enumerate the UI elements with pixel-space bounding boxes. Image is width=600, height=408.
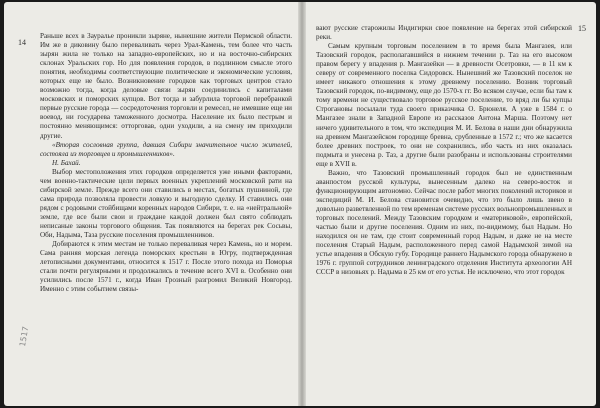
paragraph: Выбор местоположения этих городков определяется уже иными факторами, чем военно-тактические цели первых военных укреплений московской рати на сибирской земле. Прежде всего они ставились в местах, богатых пушниной, где сама природа позволяла провести ловкую и выгодную сделку. И ставились они рядом с родовыми стойбищами коренных народов Сибири, т. е. на «нейтральной» земле, где все были свои и граждане каждой должен был свято соблюдать неписаные законы торгового общения. Так появляются на берегах рек Сосьвы, Оби, Надыма, Таза русские поселения промышленников. — [40, 167, 292, 240]
paragraph: вают русские старожилы Индигирки свое появление на берегах этой сибирской реки. — [316, 24, 572, 42]
book-spread — [4, 2, 596, 406]
paragraph: Важно, что Тазовский промышленный городок был не единственным аванпостом русской культуры, вынесенным далеко на северо-восток и функционирующим автономно. Сейчас после работ многих поколений историков и экспедиций М. И. Белова становится очевидно, что это было лишь звено в довольно разветвленной по тем временам системе русских вольнопромышленных и торговых поселений. Между Тазовским городком и «материковой», европейской, частью были и другие поселения. Одним из них, по-видимому, был Надым. Но находился он не там, где стоит современный город Надым, и даже не на месте поселения Старый Надым, расположенного перед самой Надымской зимой на устье впадения в Обскую губу. Городище раннего Надымского города обнаружено в 1976 г. группой сотрудников ленинградского отделения Института археологии АН СССР в низовьях р. Надыма в 25 км от его устья. Не исключено, что этот городок — [316, 168, 572, 277]
paragraph: Самым крупным торговым поселением в то время была Мангазея, или Тазовский городок, располагавшийся в нижнем течении р. Таз на его высоком правом берегу у впадения р. Мангазейки — в древности Осетровки, — в 11 км к северу от современного поселка Сидоровск. Нынешний же Тазовский поселок не имеет никакого отношения к этому древнему поселению. Возник торговый Тазовский городок, по-видимому, еще до 1570-х гг. Во всяком случае, если бы там к тому времени не существовало торговое русское поселение, то вряд ли бы купцы Строгановы посылали туда своего приказчика О. Брюнеля. А уже в 1584 г. о Мангазее знали в Западной Европе из рассказов Антона Марша. Поэтому нет ничего удивительного в том, что экспедиция М. И. Белова в наши дни обнаружила на древнем Мангазейском городище бревна, срубленные в 1572 г.; что же касается более древних построек, то они не сохранились, ибо часть из них оказалась подмыта и унесена р. Таз, а другие были разобраны и использованы строителями еще в XVII в. — [316, 42, 572, 168]
epigraph-quote: «Вторая сословная группа, давшая Сибири значительное число жителей, состояла из торговцев и промышленников». — [40, 140, 292, 158]
pencil-margin-note: 1517 — [17, 325, 31, 348]
left-page-text — [40, 32, 292, 294]
paragraph: Добираются к этим местам не только переваливая через Камень, но и морем. Сама ранняя морская легенда поморских крестьян в Югру, подтвержденная летописными документами, относится к 1517 г. После этого похода из Поморья стали почти регулярными и продолжались в течение всего XVI в. Особенно они усилились после 1571 г., когда Иван Грозный разгромил Великий Новгород. Именно с этим событием связы- — [40, 240, 292, 294]
left-page — [4, 2, 300, 406]
quote-author: Н. Бахай. — [52, 158, 81, 167]
right-page-number: 15 — [578, 24, 586, 33]
right-page-text — [316, 24, 572, 277]
right-page — [304, 2, 596, 406]
paragraph: Раньше всех в Зауралье проникли зыряне, нынешние жители Пермской области. Им же в диковину было переваливать через Урал-Камень, тем более что часть зырян жила не только на западно-европейских, но и на восточно-сибирских склонах Уральских гор. Но для появления городов, в подлинном смысле этого понятия, необходимы соответствующие политические и экономические условия, которых еще не было. Возникновение городков как торговых центров стало возможно тогда, когда деловые связи зырян соединились с капиталами московских и поморских купцов. Вот тогда и забурлила торговой перебранкой первые русские города — сосредоточения торговли и ремесел, не имевшие еще ни воевод, ни государева таможенного досмотра. Население их было пестрым и постоянно меняющимся: отторговав, одни уходили, а на смену им приходили другие. — [40, 32, 292, 140]
left-page-number: 14 — [18, 38, 26, 47]
